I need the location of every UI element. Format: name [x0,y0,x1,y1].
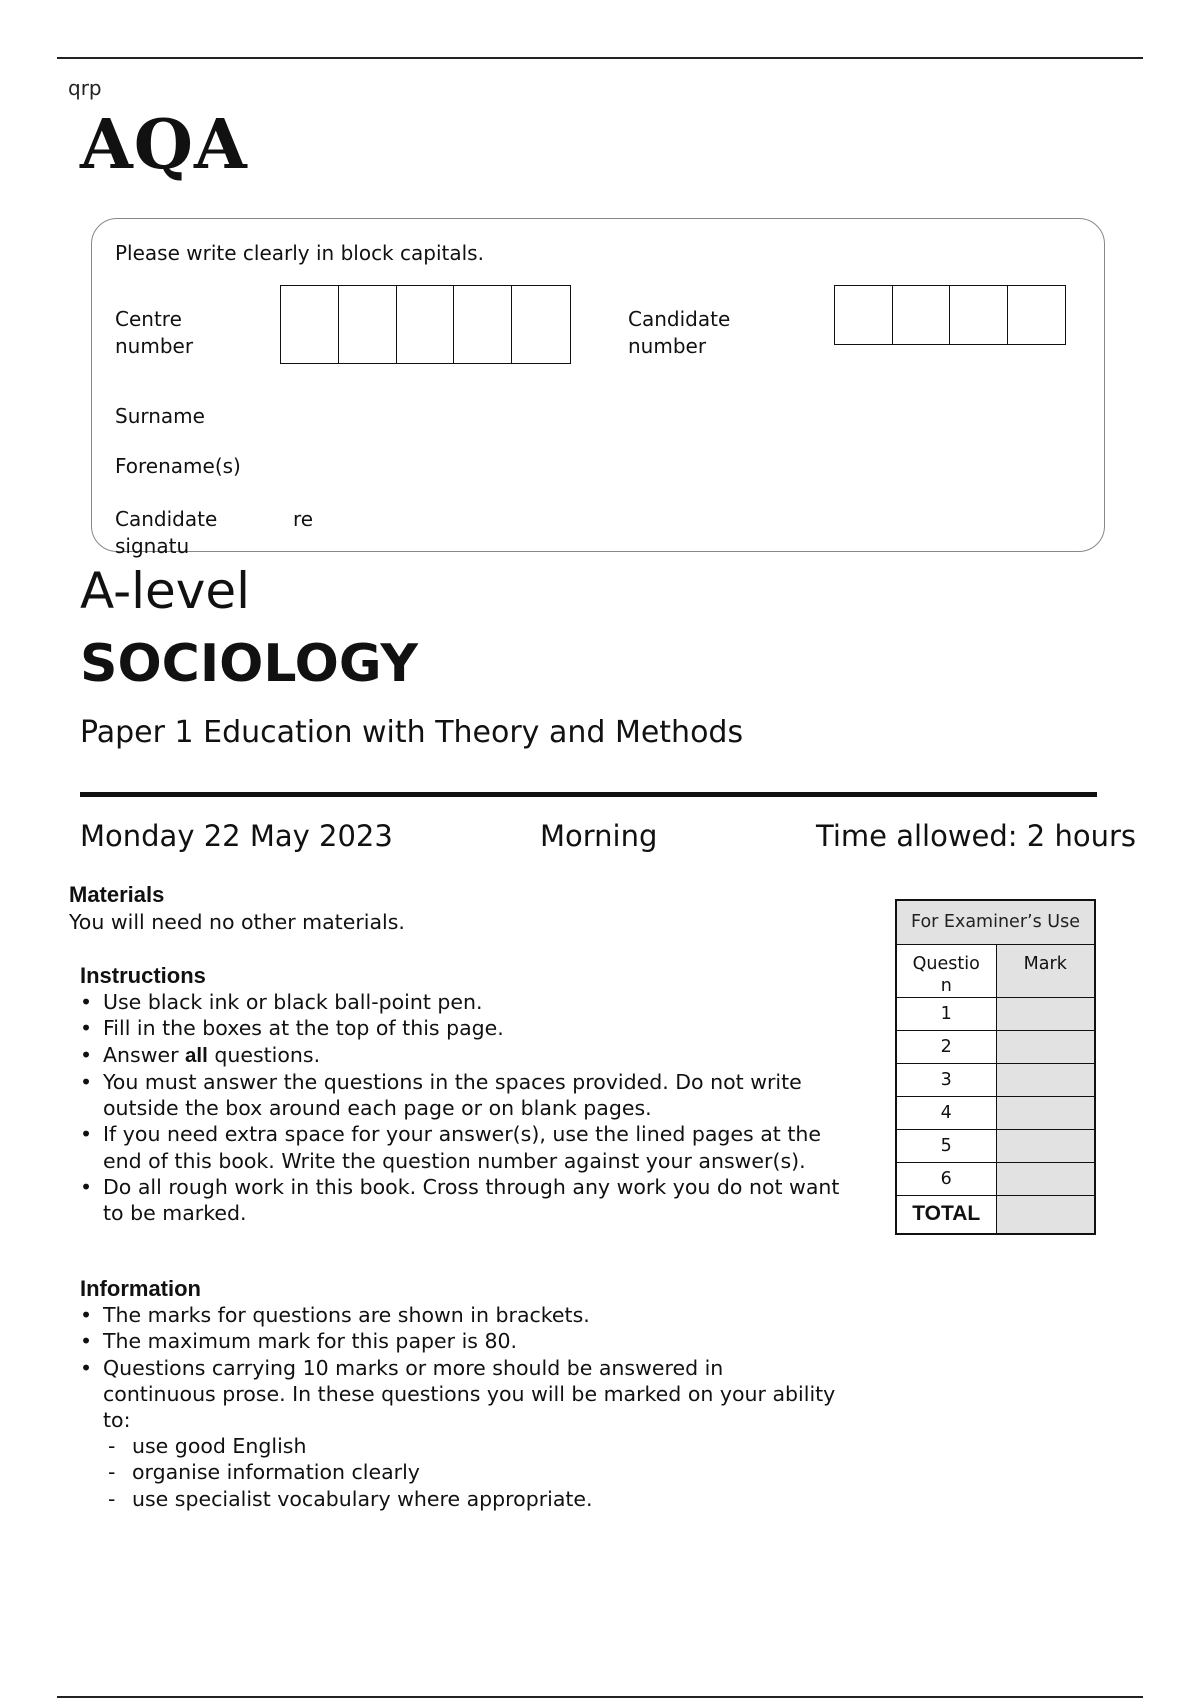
list-item: • The marks for questions are shown in brackets. [80,1302,840,1328]
examiner-use-table [895,899,1096,1235]
ability-sub-list [103,1433,803,1512]
question-number: 1 [896,997,996,1030]
bottom-rule [57,1696,1143,1698]
mark-cell [996,1030,1095,1063]
exam-session: Morning [540,819,658,853]
total-mark-cell [996,1195,1095,1234]
signature-label-suffix: re [293,507,314,531]
candidate-digit-box[interactable] [950,286,1008,344]
surname-label: Surname [115,404,205,428]
total-label: TOTAL [896,1195,996,1234]
list-item: • If you need extra space for your answer(s), use the lined pages at the end of this book. Write the question number against your answer(s). [80,1121,860,1174]
instructions-heading: Instructions [80,963,206,988]
question-number: 5 [896,1129,996,1162]
question-number: 2 [896,1030,996,1063]
list-item: • Questions carrying 10 marks or more should be answered in continuous prose. In these questions you will be marked on your ability to: [80,1355,840,1434]
mark-cell [996,1129,1095,1162]
instructions-list [80,989,860,1227]
aqa-logo: AQA [80,105,248,185]
list-item: • Fill in the boxes at the top of this page. [80,1015,860,1041]
centre-digit-box[interactable] [512,286,570,363]
list-item: • Use black ink or black ball-point pen. [80,989,860,1015]
question-number: 6 [896,1162,996,1195]
paper-code: qrp [68,76,102,100]
candidate-digit-box[interactable] [1008,286,1066,344]
centre-digit-box[interactable] [397,286,455,363]
examiner-table-title: For Examiner’s Use [896,900,1095,944]
centre-digit-box[interactable] [454,286,512,363]
subject-title: SOCIOLOGY [80,634,419,694]
signature-label: Candidate signatu [115,507,218,558]
centre-number-label: Centre number [115,307,194,358]
list-item: • You must answer the questions in the spaces provided. Do not write outside the box around each page or on blank pages. [80,1069,860,1122]
mark-cell [996,997,1095,1030]
candidate-number-label: Candidate number [628,307,731,358]
exam-date: Monday 22 May 2023 [80,819,393,853]
materials-text: You will need no other materials. [69,910,405,934]
information-heading: Information [80,1276,201,1301]
title-divider [80,792,1097,797]
candidate-digit-box[interactable] [835,286,893,344]
mark-cell [996,1162,1095,1195]
candidate-number-boxes [834,285,1066,345]
candidate-details-box [91,218,1105,552]
materials-heading: Materials [69,882,165,907]
top-rule [57,57,1143,59]
time-allowed: Time allowed: 2 hours [816,819,1136,853]
centre-digit-box[interactable] [339,286,397,363]
paper-title: Paper 1 Education with Theory and Methods [80,715,744,750]
question-number: 3 [896,1063,996,1096]
candidate-digit-box[interactable] [893,286,951,344]
block-capitals-instruction: Please write clearly in block capitals. [115,241,484,265]
list-item: - use specialist vocabulary where appropriate. [103,1486,803,1512]
question-column-header: Questio n [896,944,996,997]
question-number: 4 [896,1096,996,1129]
list-item: • Answer all questions. [80,1042,860,1069]
list-item: - organise information clearly [103,1459,803,1485]
qualification-level: A-level [80,562,251,620]
mark-cell [996,1063,1095,1096]
mark-column-header: Mark [996,944,1095,997]
centre-number-boxes [280,285,571,364]
centre-digit-box[interactable] [281,286,339,363]
list-item: • Do all rough work in this book. Cross through any work you do not want to be marked. [80,1174,860,1227]
mark-cell [996,1096,1095,1129]
list-item: - use good English [103,1433,803,1459]
forenames-label: Forename(s) [115,454,241,478]
information-list [80,1302,840,1433]
list-item: • The maximum mark for this paper is 80. [80,1328,840,1354]
